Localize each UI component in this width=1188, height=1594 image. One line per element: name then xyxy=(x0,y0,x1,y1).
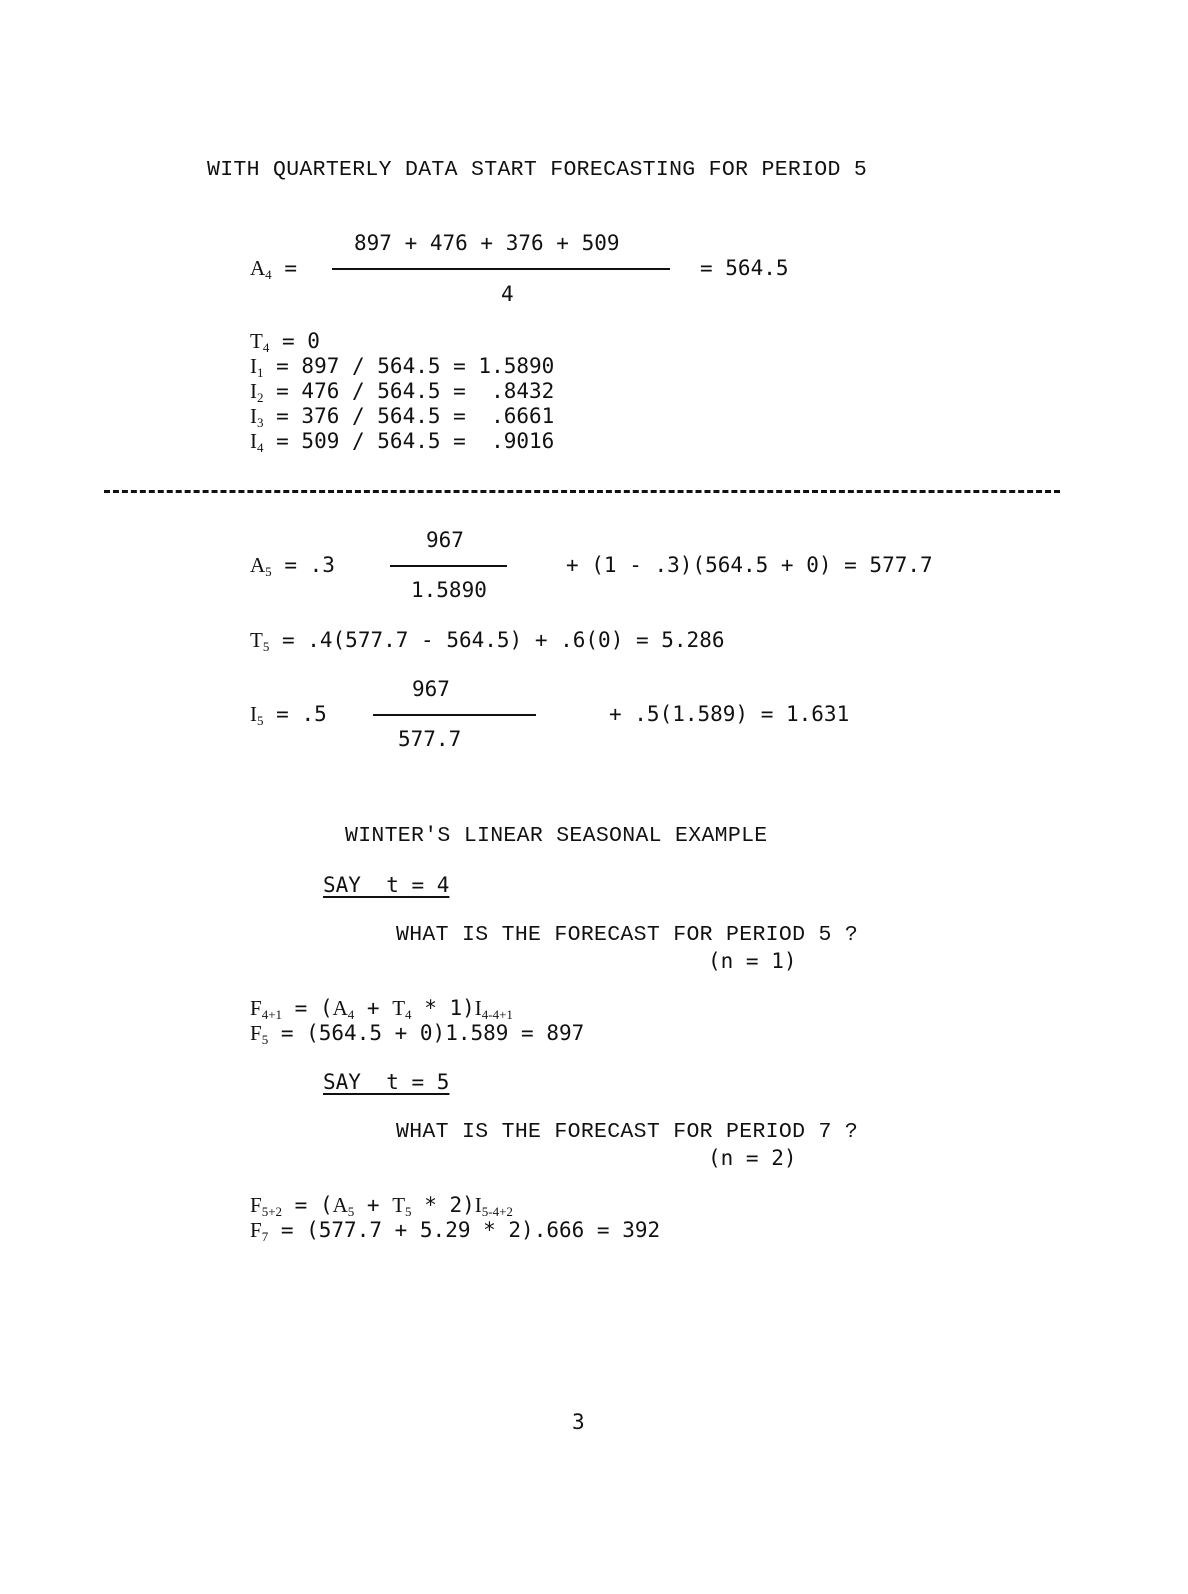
a4-result: = 564.5 xyxy=(700,256,789,280)
f7-value: $F_7 = (577.7 + 5.29 * 2).666 = 392$ xyxy=(250,1218,661,1244)
a4-denominator: 4 xyxy=(501,282,514,306)
i4-line: $I_4 = 509 / 564.5 = .9016$ xyxy=(250,429,555,455)
a4-lhs: $A_4$ = xyxy=(250,256,297,282)
i3-line: $I_3 = 376 / 564.5 = .6661$ xyxy=(250,404,555,430)
say-t4: SAY t = 4 xyxy=(323,873,450,897)
a4-numerator: 897 + 476 + 376 + 509 xyxy=(354,231,620,255)
a4-fraction-bar xyxy=(332,268,670,270)
dashed-separator xyxy=(104,490,1060,493)
n-equals-2: (n = 2) xyxy=(708,1146,797,1170)
question-period-7: WHAT IS THE FORECAST FOR PERIOD 7 ? xyxy=(396,1120,859,1144)
a5-numerator: 967 xyxy=(426,528,464,552)
i5-rest: + .5(1.589) = 1.631 xyxy=(609,702,850,726)
a5-rest: + (1 - .3)(564.5 + 0) = 577.7 xyxy=(566,553,933,577)
say-t5: SAY t = 5 xyxy=(323,1070,450,1094)
page-number: 3 xyxy=(572,1410,585,1434)
i2-line: $I_2 = 476 / 564.5 = .8432$ xyxy=(250,379,555,405)
i5-fraction-bar xyxy=(373,714,536,716)
i5-denominator: 577.7 xyxy=(398,727,462,751)
question-period-5: WHAT IS THE FORECAST FOR PERIOD 5 ? xyxy=(396,923,859,947)
f5-value: $F_5 = (564.5 + 0)1.589 = 897$ xyxy=(250,1021,585,1047)
t5-line: $T_5 = .4(577.7 - 564.5) + .6(0) = 5.286$ xyxy=(250,628,725,654)
a5-denominator: 1.5890 xyxy=(411,578,487,602)
n-equals-1: (n = 1) xyxy=(708,949,797,973)
f-general-case2: $F_{5+2} = (A_5 + T_5 * 2)I_{5-4+2}$ xyxy=(250,1193,513,1219)
i5-numerator: 967 xyxy=(412,677,450,701)
page-heading: WITH QUARTERLY DATA START FORECASTING FOR PERIOD 5 xyxy=(207,158,868,182)
a5-fraction-bar xyxy=(390,565,507,567)
i1-line: $I_1 = 897 / 564.5 = 1.5890$ xyxy=(250,354,555,380)
a5-lhs: $A_5 = .3$ xyxy=(250,553,335,579)
t4-line: $T_4 = 0$ xyxy=(250,329,320,355)
i5-lhs: $I_5 = .5$ xyxy=(250,702,327,728)
f-general-case1: $F_{4+1} = (A_4 + T_4 * 1)I_{4-4+1}$ xyxy=(250,996,513,1022)
example-heading: WINTER'S LINEAR SEASONAL EXAMPLE xyxy=(345,824,768,848)
